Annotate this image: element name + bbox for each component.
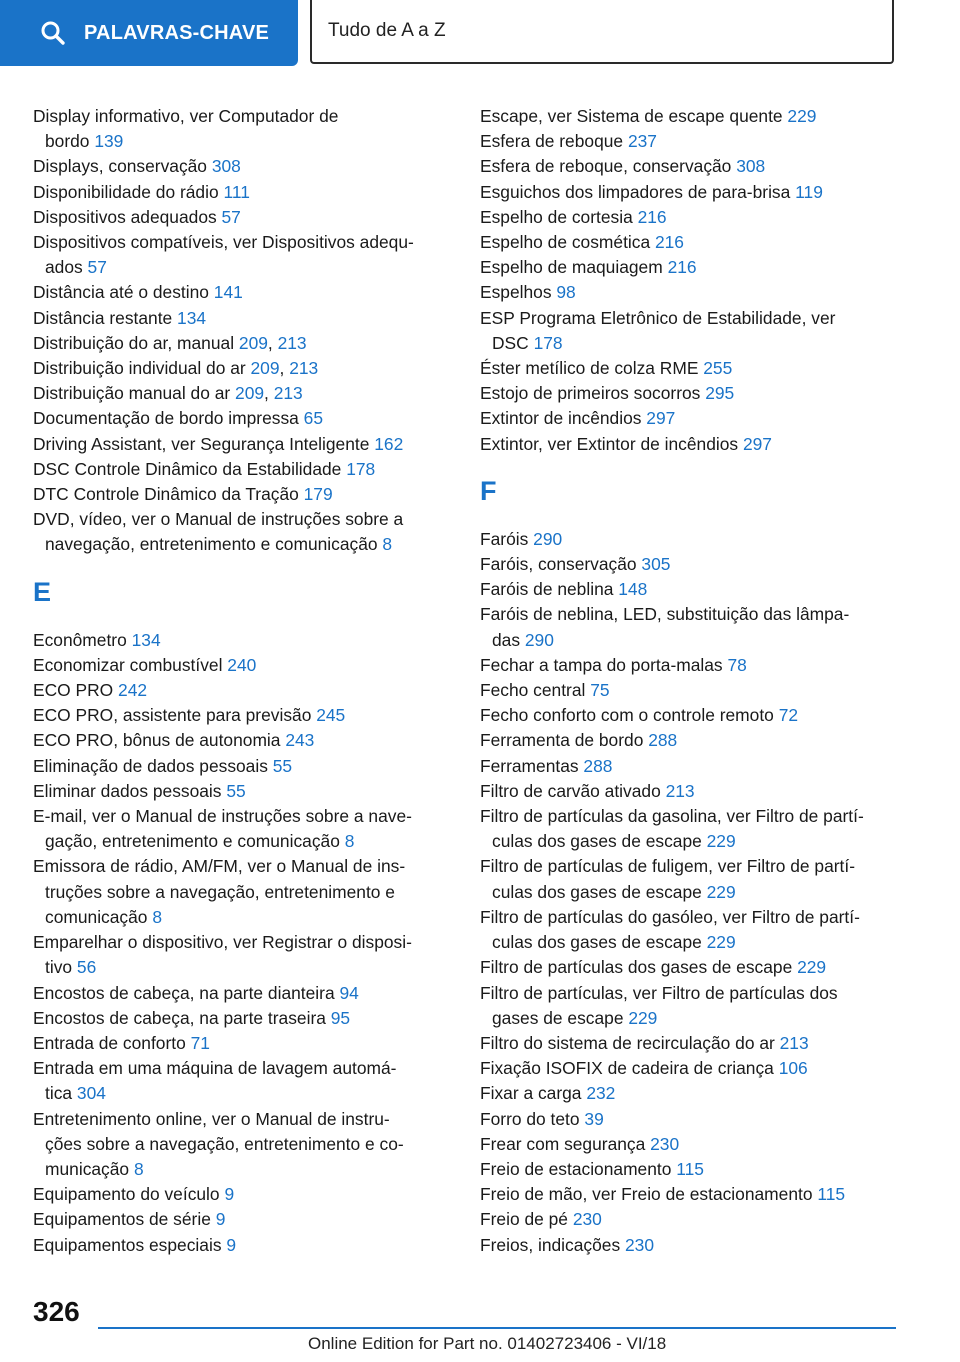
entry-text: Distribuição do ar, manual	[33, 332, 239, 353]
page-link[interactable]: 178	[346, 458, 376, 479]
index-entry	[480, 754, 900, 779]
page-link[interactable]: 111	[223, 181, 250, 202]
index-entry	[33, 406, 453, 431]
index-entry	[33, 205, 453, 230]
index-entry	[33, 628, 453, 653]
page-link[interactable]: 288	[648, 730, 678, 751]
entry-text: Equipamentos especiais	[33, 1234, 227, 1255]
entry-text: Equipamento do veículo	[33, 1184, 225, 1205]
entry-text: ECO PRO	[33, 680, 119, 701]
index-entry	[33, 507, 453, 557]
entry-text: Econômetro	[33, 629, 132, 650]
page-link[interactable]: 229	[797, 957, 827, 978]
index-entry	[33, 457, 453, 482]
entry-text: Extintor de incêndios	[480, 408, 647, 429]
entry-text: Fecho central	[480, 680, 591, 701]
index-entry	[33, 703, 453, 728]
tab-label: Tudo de A a Z	[328, 20, 446, 41]
entry-text: Filtro de partículas dos gases de escape	[480, 957, 798, 978]
entry-text: ECO PRO, assistente para previsão	[33, 705, 317, 726]
entry-text: culas dos gases de escape	[492, 932, 707, 953]
page-link[interactable]: 72	[778, 705, 799, 726]
index-entry	[480, 1207, 900, 1232]
index-entry	[33, 432, 453, 457]
entry-text: Documentação de bordo impressa	[33, 408, 304, 429]
entry-text: Escape, ver Sistema de escape quente	[480, 106, 788, 126]
entry-text: Distância restante	[33, 307, 178, 328]
entry-text: Encostos de cabeça, na parte dianteira	[33, 982, 340, 1003]
keywords-label: PALAVRAS-CHAVE	[84, 21, 270, 44]
page-link[interactable]: 39	[584, 1108, 604, 1129]
page-link[interactable]: 229	[706, 881, 736, 902]
entry-text: Freio de mão, ver Freio de estacionamento	[480, 1184, 818, 1205]
entry-text: ções sobre a navegação, entretenimento e co‐	[45, 1133, 404, 1154]
entry-text: Ferramentas	[480, 755, 584, 776]
entry-text: Distância até o destino	[33, 282, 214, 303]
page-link[interactable]: 304	[76, 1083, 106, 1104]
page-link[interactable]: 308	[736, 156, 766, 177]
page-number: 326	[33, 1296, 80, 1327]
page-link[interactable]: 9	[226, 1234, 237, 1255]
entry-text: Displays, conservação	[33, 156, 212, 177]
entry-text: Faróis	[480, 528, 534, 549]
index-entry	[33, 180, 453, 205]
page-link[interactable]: 230	[572, 1209, 602, 1230]
entry-text: Freios, indicações	[480, 1234, 625, 1255]
index-entry	[480, 381, 900, 406]
section-letter: E	[33, 576, 52, 607]
index-entry	[33, 653, 453, 678]
entry-text: E-mail, ver o Manual de instruções sobre a nave‐	[33, 806, 412, 827]
search-icon	[40, 20, 66, 46]
entry-text: Espelho de cortesia	[480, 206, 638, 227]
page-link[interactable]: 65	[303, 408, 324, 429]
page-link[interactable]: 148	[618, 579, 648, 600]
page-link[interactable]: 119	[795, 181, 823, 202]
page-link[interactable]: 229	[787, 106, 817, 126]
page-link[interactable]: 98	[556, 282, 576, 303]
page-link[interactable]: 295	[705, 383, 735, 404]
page-link[interactable]: 134	[131, 629, 161, 650]
entry-text: Emparelhar o dispositivo, ver Registrar o disposi‐	[33, 932, 412, 953]
index-entry	[33, 930, 453, 980]
page-link[interactable]: 178	[533, 332, 563, 353]
index-entry	[480, 1132, 900, 1157]
index-entry	[480, 180, 900, 205]
page-link[interactable]: 255	[703, 358, 733, 379]
page-link[interactable]: 56	[76, 957, 97, 978]
index-entry	[480, 804, 900, 854]
index-entry	[480, 527, 900, 552]
page-link[interactable]: 9	[215, 1209, 226, 1230]
page-link[interactable]: 230	[624, 1234, 654, 1255]
index-entry	[480, 1233, 900, 1258]
entry-text: Filtro de partículas, ver Filtro de partículas dos	[480, 982, 838, 1003]
page-link[interactable]: 139	[94, 131, 124, 152]
entry-text: Filtro de partículas do gasóleo, ver Filtro de partí‐	[480, 906, 860, 927]
index-entry	[33, 482, 453, 507]
page-link[interactable]: 94	[339, 982, 359, 1003]
index-entry	[480, 205, 900, 230]
page-link[interactable]: 57	[87, 257, 107, 278]
index-entry	[480, 728, 900, 753]
index-entry	[33, 104, 453, 154]
page-link[interactable]: 55	[272, 755, 293, 776]
index-entry	[480, 306, 900, 356]
index-entry	[33, 1056, 453, 1106]
index-entry	[33, 230, 453, 280]
entry-text: Esfera de reboque, conservação	[480, 156, 737, 177]
index-entry: Distribuição manual do ar 209, 213	[33, 383, 303, 404]
page-link[interactable]: 57	[221, 206, 241, 227]
footer-edition-text: Online Edition for Part no. 01402723406 - VI/18	[308, 1334, 667, 1353]
page-link[interactable]: 216	[637, 206, 667, 227]
page-link[interactable]: 8	[152, 906, 162, 927]
index-entry	[480, 678, 900, 703]
entry-text: Fixar a carga	[480, 1083, 587, 1104]
index-entry	[33, 754, 453, 779]
entry-text: gação, entretenimento e comunicação	[45, 831, 345, 852]
entry-text: navegação, entretenimento e comunicação	[45, 534, 383, 555]
entry-text: Driving Assistant, ver Segurança Inteligente	[33, 433, 375, 454]
entry-text: Emissora de rádio, AM/FM, ver o Manual de ins‐	[33, 856, 406, 877]
entry-text: Entretenimento online, ver o Manual de instru‐	[33, 1108, 390, 1129]
index-entry: Distribuição do ar, manual 209, 213	[33, 332, 307, 353]
entry-text: Estojo de primeiros socorros	[480, 383, 706, 404]
entry-text: comunicação	[45, 906, 153, 927]
page-link[interactable]: 229	[706, 831, 736, 852]
entry-text: Entrada em uma máquina de lavagem automá‐	[33, 1058, 397, 1079]
index-entry: Distribuição individual do ar 209, 213	[33, 358, 319, 379]
index-entry	[33, 1207, 453, 1232]
page-link[interactable]: 115	[817, 1184, 846, 1205]
index-entry	[480, 905, 900, 955]
entry-text: Display informativo, ver Computador de	[33, 106, 339, 126]
entry-text: Espelho de cosmética	[480, 232, 655, 253]
entry-text: Distribuição individual do ar	[33, 358, 251, 379]
page-link[interactable]: 209	[238, 332, 268, 353]
page-link[interactable]: 305	[641, 554, 671, 575]
entry-text: Encostos de cabeça, na parte traseira	[33, 1007, 331, 1028]
index-entry	[33, 981, 453, 1006]
entry-text: Fixação ISOFIX de cadeira de criança	[480, 1058, 779, 1079]
index-entry	[480, 230, 900, 255]
index-entry	[480, 1081, 900, 1106]
entry-text: DSC Controle Dinâmico da Estabilidade	[33, 458, 347, 479]
index-entry	[33, 1006, 453, 1031]
entry-text: culas dos gases de escape	[492, 831, 707, 852]
keywords-button[interactable]	[0, 0, 298, 66]
index-entry	[480, 552, 900, 577]
index-entry	[480, 154, 900, 179]
entry-text: DVD, vídeo, ver o Manual de instruções sobre a	[33, 509, 404, 530]
entry-text: ados	[45, 257, 88, 278]
page-link[interactable]: 290	[533, 528, 563, 549]
entry-text: ESP Programa Eletrônico de Estabilidade, ver	[480, 307, 836, 328]
entry-text: Filtro de carvão ativado	[480, 780, 666, 801]
tab-all-a-to-z[interactable]	[310, 0, 894, 64]
entry-text: Ferramenta de bordo	[480, 730, 649, 751]
page-link[interactable]: 213	[277, 332, 307, 353]
page-link[interactable]: 9	[224, 1184, 235, 1205]
index-entry	[480, 1056, 900, 1081]
page-link[interactable]: 162	[374, 433, 404, 454]
page-link[interactable]: 216	[667, 257, 697, 278]
page-link[interactable]: 308	[211, 156, 241, 177]
entry-text: Freio de estacionamento	[480, 1158, 677, 1179]
index-entry	[480, 255, 900, 280]
index-entry	[480, 854, 900, 904]
entry-text: Equipamentos de série	[33, 1209, 216, 1230]
footer-divider	[98, 1327, 896, 1329]
index-entry	[480, 955, 900, 980]
page-link[interactable]: 213	[665, 780, 695, 801]
index-column-right	[480, 104, 900, 1258]
entry-text: gases de escape	[492, 1007, 629, 1028]
page-link[interactable]: 243	[285, 730, 315, 751]
index-column-left	[33, 104, 453, 1258]
index-entry	[480, 653, 900, 678]
entry-text: Eliminação de dados pessoais	[33, 755, 273, 776]
index-entry	[33, 1107, 453, 1183]
entry-text: Distribuição manual do ar	[33, 383, 236, 404]
entry-text: culas dos gases de escape	[492, 881, 707, 902]
page-link[interactable]: 115	[676, 1158, 704, 1179]
entry-text: DTC Controle Dinâmico da Tração	[33, 484, 304, 505]
entry-text: Forro do teto	[480, 1108, 585, 1129]
entry-text: Dispositivos compatíveis, ver Dispositivos adequ‐	[33, 232, 414, 253]
page-link[interactable]: 78	[727, 654, 747, 675]
entry-text: ECO PRO, bônus de autonomia	[33, 730, 286, 751]
page-link[interactable]: 245	[316, 705, 346, 726]
index-entry	[33, 779, 453, 804]
entry-text: Entrada de conforto	[33, 1032, 191, 1053]
entry-text: municação	[45, 1158, 134, 1179]
index-entry	[480, 129, 900, 154]
page-link[interactable]: 55	[226, 780, 246, 801]
index-entry	[33, 154, 453, 179]
index-entry	[33, 1233, 453, 1258]
page-link[interactable]: 216	[654, 232, 684, 253]
entry-text: Faróis, conservação	[480, 554, 642, 575]
section-letter: F	[480, 475, 497, 506]
index-entry	[480, 779, 900, 804]
index-entry	[33, 804, 453, 854]
index-entry	[33, 728, 453, 753]
index-entry	[480, 1031, 900, 1056]
page-link[interactable]: 297	[742, 433, 772, 454]
page-link[interactable]: 8	[133, 1158, 144, 1179]
entry-text: Espelhos	[480, 282, 557, 303]
page-link[interactable]: 229	[628, 1007, 658, 1028]
page-link[interactable]: 213	[273, 383, 303, 404]
entry-text: Esfera de reboque	[480, 131, 628, 152]
page-link[interactable]: 71	[190, 1032, 210, 1053]
entry-text: Dispositivos adequados	[33, 206, 222, 227]
page-link[interactable]: 8	[344, 831, 355, 852]
index-entry	[480, 703, 900, 728]
index-entry	[480, 432, 900, 457]
index-entry	[33, 854, 453, 930]
page-link[interactable]: 179	[303, 484, 333, 505]
page-link[interactable]: 134	[177, 307, 207, 328]
entry-text: Espelho de maquiagem	[480, 257, 668, 278]
index-entry	[480, 1182, 900, 1207]
page-link[interactable]: 297	[646, 408, 676, 429]
page-link[interactable]: 232	[586, 1083, 616, 1104]
entry-text: truções sobre a navegação, entretenimento e	[45, 881, 395, 902]
index-entry	[480, 1157, 900, 1182]
page-link[interactable]: 229	[706, 932, 736, 953]
entry-text: bordo	[45, 131, 95, 152]
entry-text: Freio de pé	[480, 1209, 573, 1230]
index-entry	[480, 280, 900, 305]
page-link[interactable]: 240	[227, 654, 257, 675]
entry-text: Disponibilidade do rádio	[33, 181, 224, 202]
page-link[interactable]: 106	[778, 1058, 808, 1079]
page-link[interactable]: 209	[250, 358, 280, 379]
entry-text: DSC	[492, 332, 534, 353]
entry-text: Filtro de partículas da gasolina, ver Filtro de partí‐	[480, 806, 864, 827]
page-link[interactable]: 213	[779, 1032, 809, 1053]
entry-text: Fechar a tampa do porta-malas	[480, 654, 728, 675]
index-entry	[33, 1031, 453, 1056]
entry-text: Faróis de neblina, LED, substituição das lâmpa‐	[480, 604, 850, 625]
entry-text: das	[492, 629, 525, 650]
index-entry	[480, 981, 900, 1031]
entry-text: Eliminar dados pessoais	[33, 780, 227, 801]
entry-text: Filtro de partículas de fuligem, ver Filtro de partí‐	[480, 856, 856, 877]
index-entry	[33, 678, 453, 703]
entry-text: tica	[45, 1083, 77, 1104]
entry-text: Extintor, ver Extintor de incêndios	[480, 433, 743, 454]
page-link[interactable]: 75	[590, 680, 610, 701]
index-entry	[33, 306, 453, 331]
page-header	[0, 0, 960, 68]
page-link[interactable]: 242	[118, 680, 148, 701]
entry-text: Fecho conforto com o controle remoto	[480, 705, 779, 726]
entry-text: Éster metílico de colza RME	[480, 358, 704, 379]
page-link[interactable]: 290	[524, 629, 554, 650]
page-link[interactable]: 8	[382, 534, 393, 555]
page-link[interactable]: 209	[235, 383, 265, 404]
entry-text: Economizar combustível	[33, 654, 228, 675]
page-link[interactable]: 288	[583, 755, 613, 776]
page-link[interactable]: 141	[213, 282, 243, 303]
index-entry	[480, 356, 900, 381]
index-entry	[33, 280, 453, 305]
entry-text: tivo	[45, 957, 77, 978]
entry-text: Faróis de neblina	[480, 579, 619, 600]
page-link[interactable]: 213	[289, 358, 319, 379]
entry-text: Filtro do sistema de recirculação do ar	[480, 1032, 780, 1053]
index-entry	[480, 406, 900, 431]
page-link[interactable]: 95	[330, 1007, 351, 1028]
index-entry	[480, 104, 900, 129]
page-link[interactable]: 237	[627, 131, 657, 152]
page-link[interactable]: 230	[650, 1133, 680, 1154]
entry-text: Frear com segurança	[480, 1133, 651, 1154]
entry-text: Esguichos dos limpadores de para-brisa	[480, 181, 796, 202]
index-entry	[480, 577, 900, 602]
index-entry	[33, 1182, 453, 1207]
index-entry	[480, 602, 900, 652]
index-entry	[480, 1107, 900, 1132]
